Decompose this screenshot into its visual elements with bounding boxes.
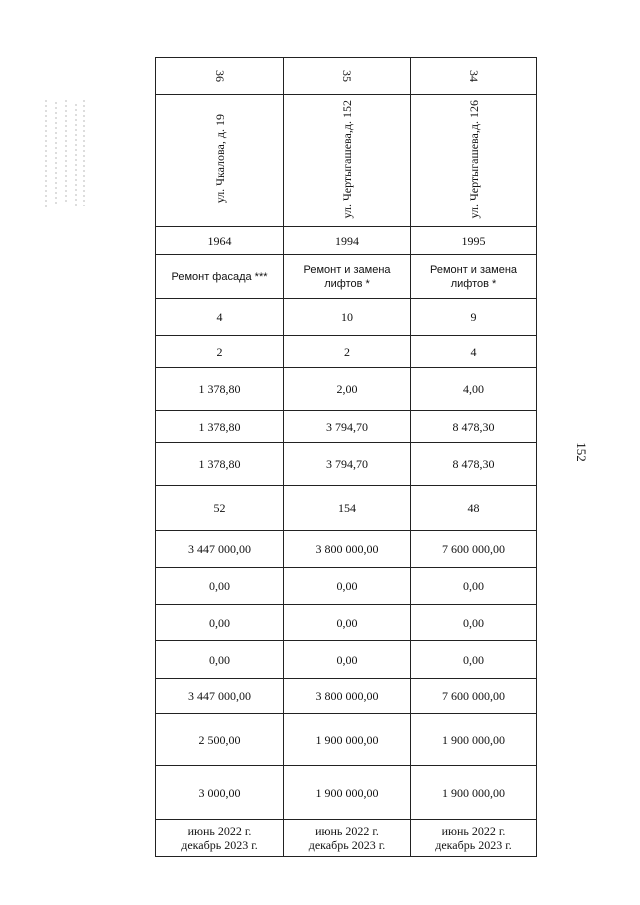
cell-work-type: Ремонт и замена лифтов * xyxy=(411,255,537,299)
cell-address: ул. Чертыгашева,д. 126 xyxy=(411,95,537,227)
cell-value: 7 600 000,00 xyxy=(411,679,537,714)
cell-value: 2 xyxy=(284,336,411,368)
cell-value: 1 378,80 xyxy=(156,368,284,411)
row-period xyxy=(156,820,537,857)
row-value-7 xyxy=(156,531,537,568)
cell-value: 0,00 xyxy=(284,568,411,605)
row-year xyxy=(156,227,537,255)
row-value-3 xyxy=(156,368,537,411)
cell-value: 3 000,00 xyxy=(156,766,284,820)
row-number xyxy=(156,58,537,95)
cell-work-type: Ремонт фасада *** xyxy=(156,255,284,299)
cell-value: 8 478,30 xyxy=(411,411,537,443)
row-value-8 xyxy=(156,568,537,605)
cell-value: 2,00 xyxy=(284,368,411,411)
cell-number: 36 xyxy=(156,58,284,95)
cell-value: 1 378,80 xyxy=(156,443,284,486)
cell-value: 2 500,00 xyxy=(156,714,284,766)
cell-value: 3 794,70 xyxy=(284,443,411,486)
cell-value: 0,00 xyxy=(156,641,284,679)
cell-value: 1 378,80 xyxy=(156,411,284,443)
cell-value: 48 xyxy=(411,486,537,531)
cell-value: 8 478,30 xyxy=(411,443,537,486)
cell-value: 52 xyxy=(156,486,284,531)
row-value-1 xyxy=(156,299,537,336)
cell-value: 4 xyxy=(156,299,284,336)
cell-value: 1 900 000,00 xyxy=(284,714,411,766)
cell-year: 1994 xyxy=(284,227,411,255)
row-value-2 xyxy=(156,336,537,368)
row-address xyxy=(156,95,537,227)
cell-year: 1964 xyxy=(156,227,284,255)
row-value-11 xyxy=(156,679,537,714)
cell-value: 0,00 xyxy=(411,605,537,641)
cell-period: июнь 2022 г. декабрь 2023 г. xyxy=(156,820,284,857)
cell-value: 2 xyxy=(156,336,284,368)
cell-value: 3 800 000,00 xyxy=(284,531,411,568)
faded-stamp xyxy=(42,98,86,210)
cell-value: 1 900 000,00 xyxy=(411,714,537,766)
cell-value: 0,00 xyxy=(284,641,411,679)
cell-number: 34 xyxy=(411,58,537,95)
cell-value: 0,00 xyxy=(156,605,284,641)
row-value-9 xyxy=(156,605,537,641)
row-value-5 xyxy=(156,443,537,486)
cell-value: 3 447 000,00 xyxy=(156,531,284,568)
data-table xyxy=(155,57,537,857)
row-value-12 xyxy=(156,714,537,766)
cell-period: июнь 2022 г. декабрь 2023 г. xyxy=(284,820,411,857)
cell-value: 9 xyxy=(411,299,537,336)
cell-value: 3 447 000,00 xyxy=(156,679,284,714)
cell-period: июнь 2022 г. декабрь 2023 г. xyxy=(411,820,537,857)
cell-value: 3 800 000,00 xyxy=(284,679,411,714)
cell-value: 1 900 000,00 xyxy=(411,766,537,820)
page-number: 152 xyxy=(573,442,589,462)
cell-value: 0,00 xyxy=(284,605,411,641)
cell-address: ул. Чертыгашева,д. 152 xyxy=(284,95,411,227)
row-value-4 xyxy=(156,411,537,443)
cell-value: 10 xyxy=(284,299,411,336)
cell-value: 0,00 xyxy=(411,641,537,679)
cell-value: 1 900 000,00 xyxy=(284,766,411,820)
cell-value: 7 600 000,00 xyxy=(411,531,537,568)
row-value-6 xyxy=(156,486,537,531)
cell-number: 35 xyxy=(284,58,411,95)
cell-value: 0,00 xyxy=(411,568,537,605)
cell-year: 1995 xyxy=(411,227,537,255)
cell-value: 0,00 xyxy=(156,568,284,605)
cell-address: ул. Чкалова, д. 19 xyxy=(156,95,284,227)
row-value-13 xyxy=(156,766,537,820)
cell-value: 3 794,70 xyxy=(284,411,411,443)
row-work-type xyxy=(156,255,537,299)
cell-value: 4 xyxy=(411,336,537,368)
row-value-10 xyxy=(156,641,537,679)
cell-value: 4,00 xyxy=(411,368,537,411)
cell-work-type: Ремонт и замена лифтов * xyxy=(284,255,411,299)
cell-value: 154 xyxy=(284,486,411,531)
